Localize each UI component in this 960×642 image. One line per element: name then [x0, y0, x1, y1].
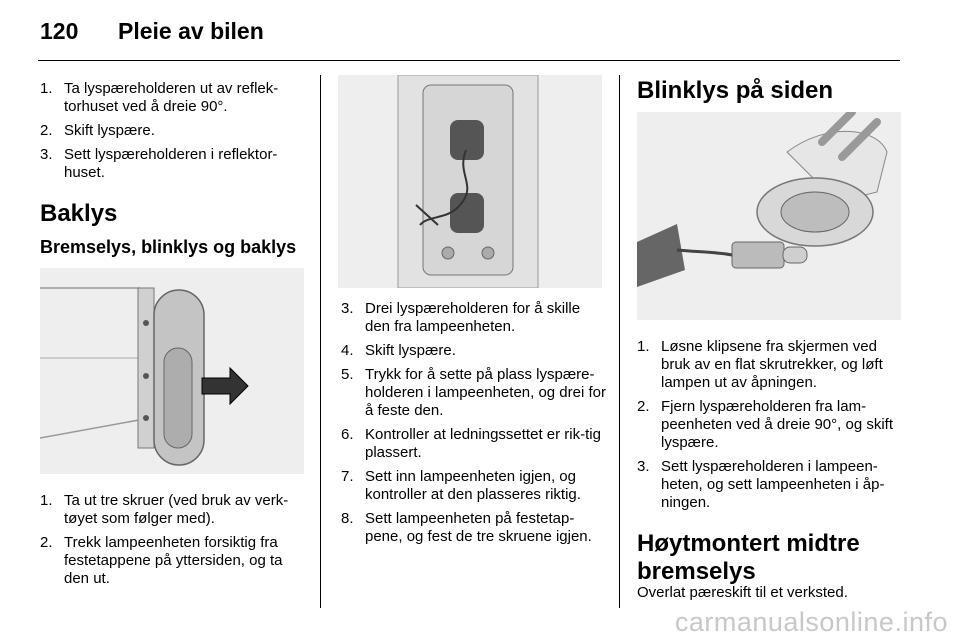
step-item: 2. Skift lyspære.: [40, 122, 155, 139]
figure-side-indicator: [637, 112, 901, 320]
section-title-baklys: Baklys: [40, 200, 118, 227]
column-divider-left: [320, 75, 321, 608]
column-1-bottom: [40, 492, 304, 594]
step-item: 7. Sett inn lampeenheten igjen, og kontroller at den plasseres riktig.: [341, 468, 581, 503]
step-item: 3. Drei lyspæreholderen for å skille den fra lampeenheten.: [341, 300, 581, 335]
step-item: 1. Ta lyspæreholderen ut av reflek-torhuset ved å dreie 90°.: [40, 80, 279, 115]
steps-list-bottom: [40, 492, 304, 588]
step-item: 2. Fjern lyspæreholderen fra lam-peenheten ved å dreie 90°, og skift lyspære.: [637, 398, 893, 451]
subsection-title-bremselys: Bremselys, blinklys og baklys: [40, 237, 297, 257]
step-item: 5. Trykk for å sette på plass lyspære-holderen i lampeenheten, og drei for å feste den.: [341, 366, 606, 419]
header-rule: [38, 60, 900, 61]
steps-list-top: [40, 80, 304, 182]
step-item: 4. Skift lyspære.: [341, 342, 456, 359]
figure-bulb-holder: [338, 75, 602, 288]
figure-tail-lamp-removal: [40, 268, 304, 474]
step-item: 3. Sett lyspæreholderen i reflektor-huset.: [40, 146, 278, 181]
section-title-hoytmontert: Høytmontert midtre bremselys: [637, 530, 860, 585]
step-item: 1. Ta ut tre skruer (ved bruk av verk-tøyet som følger med).: [40, 492, 289, 527]
column-3-text: [637, 338, 902, 518]
watermark: carmanualsonline.info: [674, 607, 948, 637]
step-item: 2. Trekk lampeenheten forsiktig fra festetappene på yttersiden, og ta den ut.: [40, 534, 283, 587]
steps-list-col3: [637, 338, 902, 512]
page-title: Pleie av bilen: [118, 18, 264, 44]
column-divider-right: [619, 75, 620, 608]
column-1-top: [40, 80, 304, 188]
column-2-text: [341, 300, 607, 552]
step-item: 1. Løsne klipsene fra skjermen ved bruk av en flat skrutrekker, og løft lampen ut av åpningen.: [637, 338, 883, 391]
step-item: 6. Kontroller at ledningssettet er rik-tig plassert.: [341, 426, 601, 461]
steps-list-col2: [341, 300, 607, 546]
step-item: 8. Sett lampeenheten på festetap-pene, og fest de tre skruene igjen.: [341, 510, 592, 545]
page-number: 120: [40, 18, 79, 44]
note-text: Overlat pæreskift til et verksted.: [637, 584, 848, 601]
step-item: 3. Sett lyspæreholderen i lampeen-heten, og sett lampeenheten i åp-ningen.: [637, 458, 885, 511]
section-title-blinklys: Blinklys på siden: [637, 77, 834, 104]
